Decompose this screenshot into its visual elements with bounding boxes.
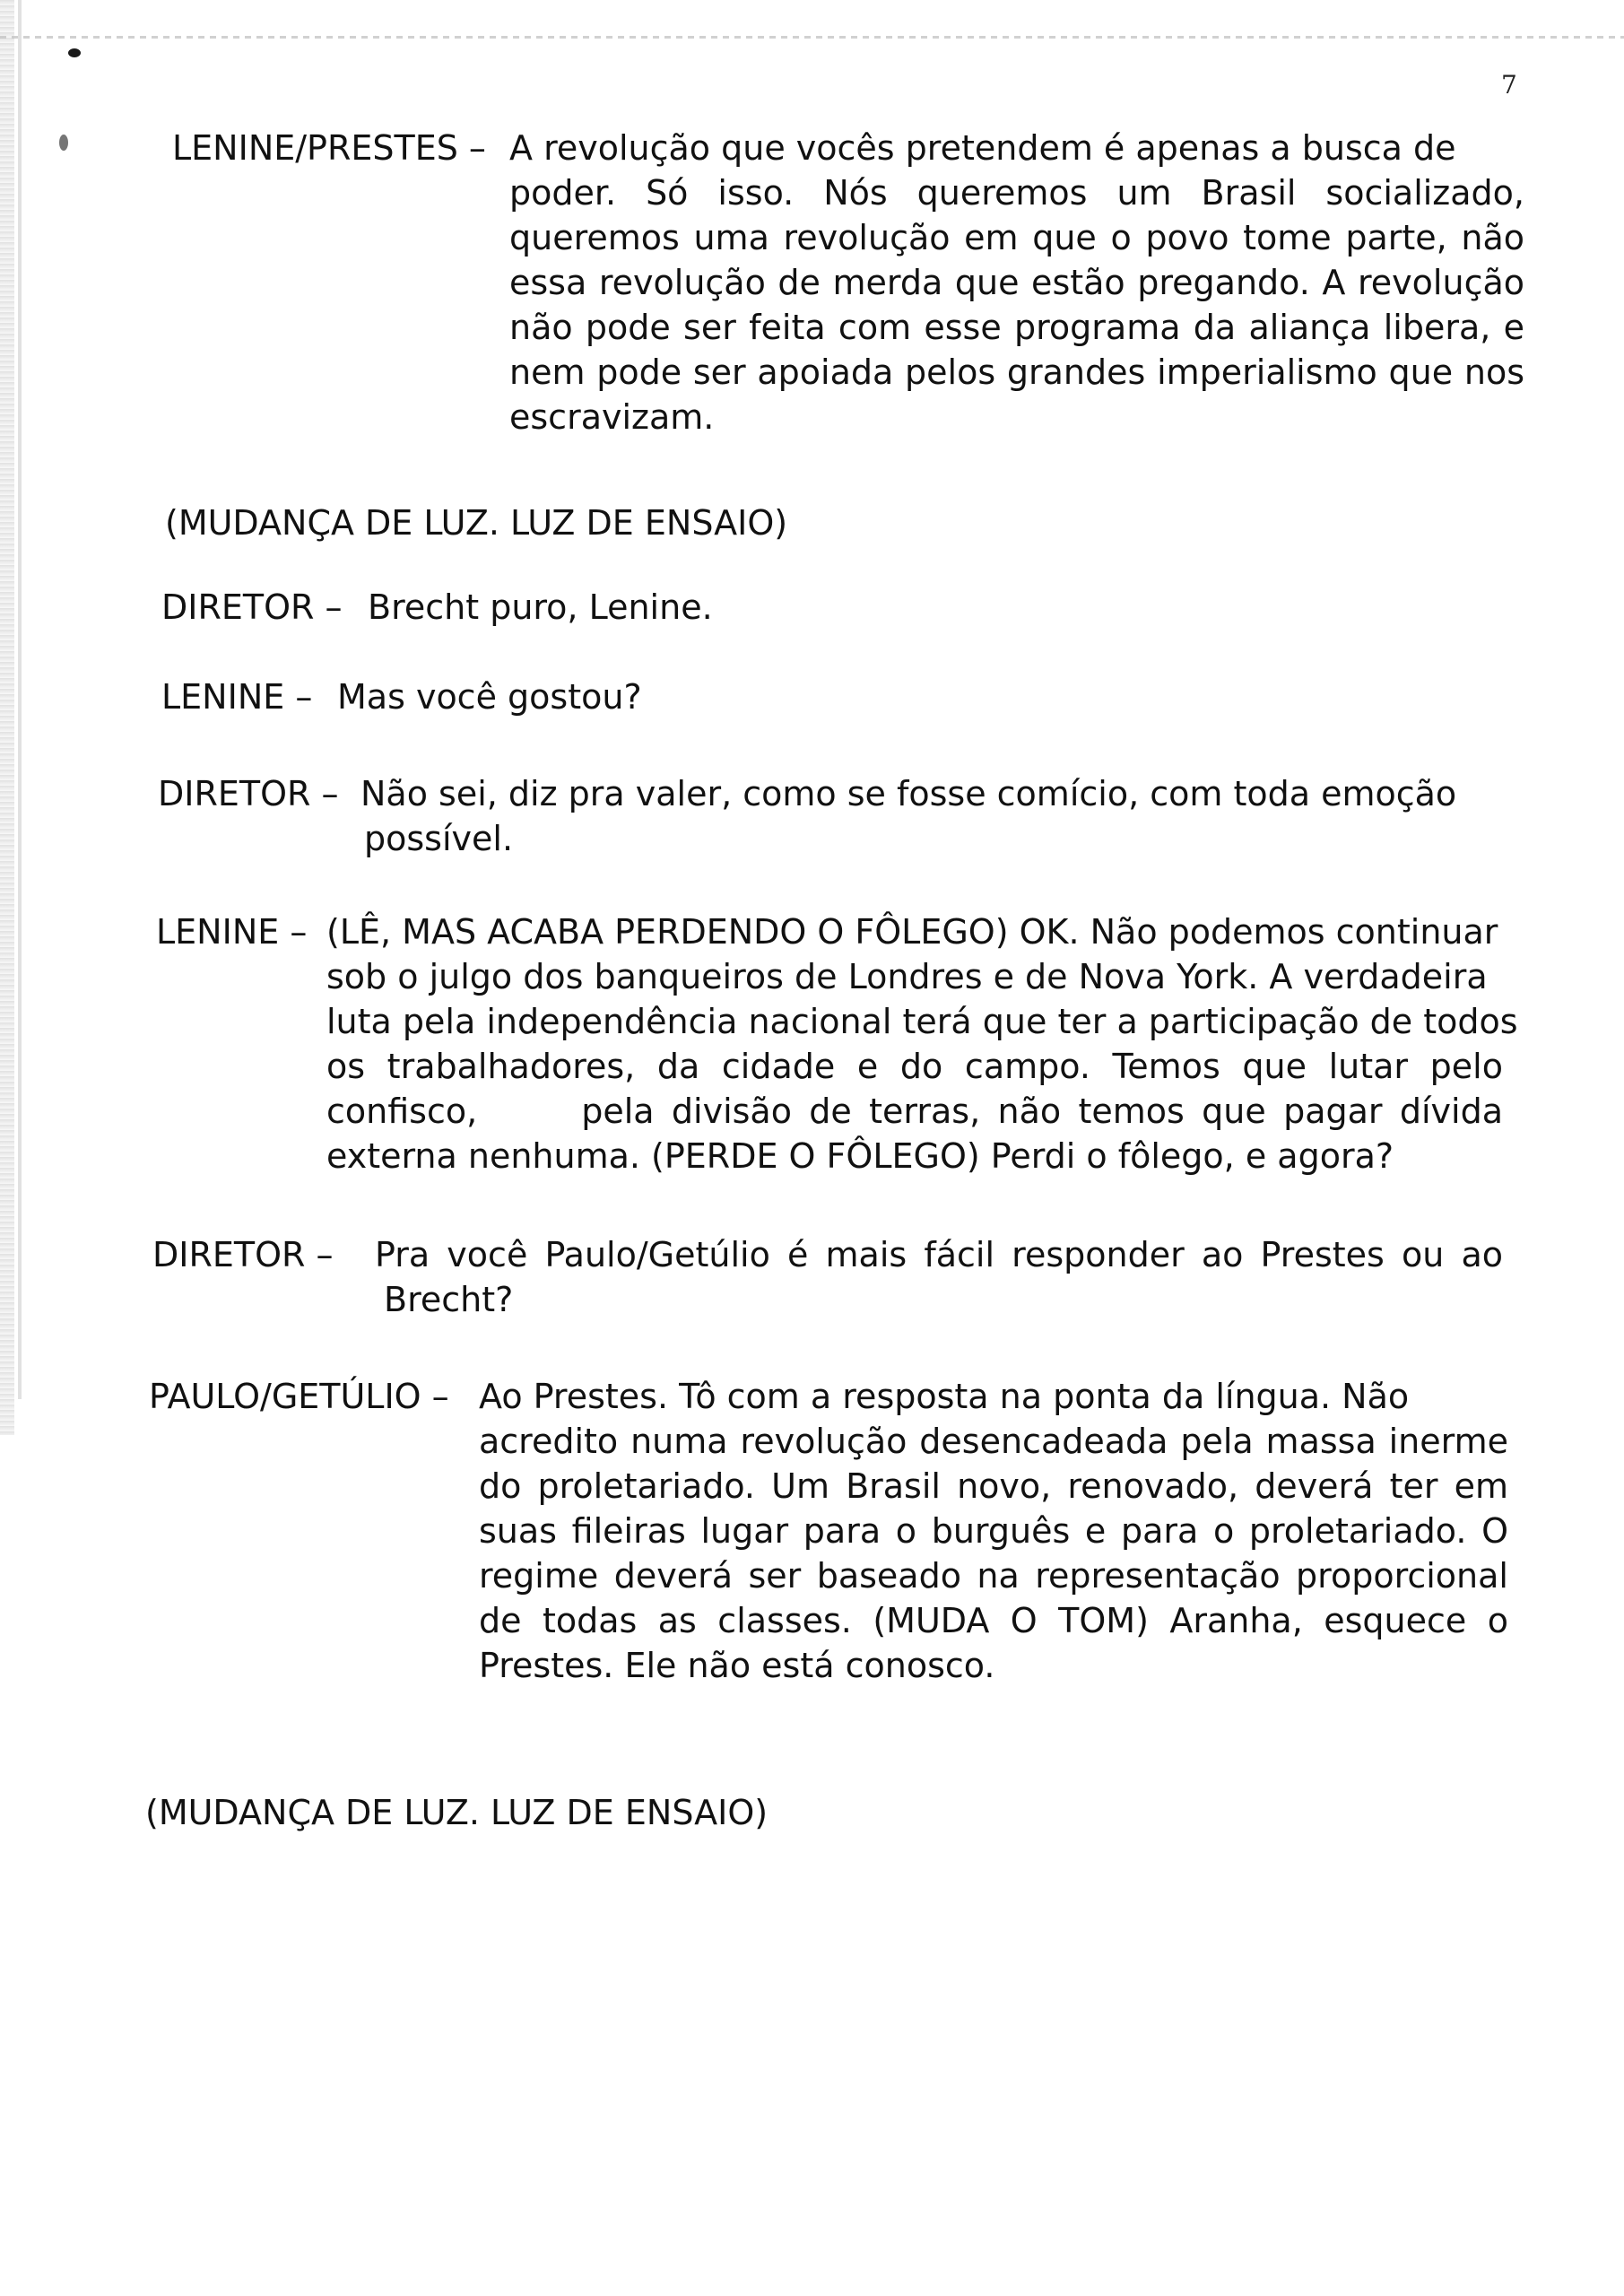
dialogue-text — [375, 1232, 1503, 1277]
speaker-name: LENINE/PRESTES – — [172, 128, 486, 168]
speaker-name: DIRETOR – — [158, 774, 339, 813]
dialogue-line: luta pela independência nacional terá que ter a participação de todos — [326, 1002, 1518, 1041]
dialogue-text — [368, 585, 1444, 630]
scan-top-dashes — [0, 36, 1624, 39]
dialogue-line: possível. — [364, 819, 514, 858]
dialogue-line: regime deverá ser baseado na representação proporcional — [479, 1556, 1508, 1596]
dialogue-text — [337, 674, 1413, 719]
stage-direction: (MUDANÇA DE LUZ. LUZ DE ENSAIO) — [145, 1793, 769, 1832]
dialogue-line: sob o julgo dos banqueiros de Londres e de Nova York. A verdadeira — [326, 957, 1488, 996]
dialogue-text — [326, 909, 1510, 954]
dialogue-text — [364, 816, 1440, 861]
speaker-name: LENINE – — [156, 912, 308, 952]
dialogue-line: Mas você gostou? — [337, 677, 642, 717]
dialogue-line: Pra você Paulo/Getúlio é mais fácil responder ao Prestes ou ao — [375, 1235, 1503, 1274]
speaker-name: DIRETOR – — [152, 1235, 334, 1274]
dialogue-line: confisco, pela divisão de terras, não temos que pagar dívida — [326, 1091, 1503, 1131]
dialogue-line: os trabalhadores, da cidade e do campo. Temos que lutar pelo — [326, 1047, 1503, 1086]
dialogue-line: Brecht? — [384, 1280, 514, 1319]
stage-direction: (MUDANÇA DE LUZ. LUZ DE ENSAIO) — [165, 503, 788, 543]
dialogue-line: A revolução que vocês pretendem é apenas a busca de — [509, 128, 1456, 168]
speaker-name: PAULO/GETÚLIO – — [149, 1377, 449, 1416]
dialogue-line: nem pode ser apoiada pelos grandes imperialismo que nos — [509, 352, 1524, 392]
dialogue-text — [360, 771, 1481, 816]
dialogue-line: queremos uma revolução em que o povo tome parte, não — [509, 218, 1524, 257]
dialogue-line: do proletariado. Um Brasil novo, renovado, deverá ter em — [479, 1466, 1508, 1506]
dialogue-line: externa nenhuma. (PERDE O FÔLEGO) Perdi o fôlego, e agora? — [326, 1136, 1394, 1176]
ink-speck — [68, 48, 81, 57]
dialogue-line: suas fileiras lugar para o burguês e para o proletariado. O — [479, 1511, 1508, 1551]
dialogue-text — [509, 126, 1524, 170]
speaker-name: DIRETOR – — [161, 587, 343, 627]
dialogue-text — [326, 954, 1518, 1178]
speaker-name: LENINE – — [161, 677, 313, 717]
dialogue-text — [479, 1419, 1508, 1688]
dialogue-line: não pode ser feita com esse programa da aliança libera, e — [509, 308, 1524, 347]
ink-speck — [59, 135, 68, 151]
dialogue-line: Ao Prestes. Tô com a resposta na ponta da língua. Não — [479, 1377, 1410, 1416]
dialogue-line: Prestes. Ele não está conosco. — [479, 1646, 995, 1685]
dialogue-line: escravizam. — [509, 397, 715, 437]
dialogue-text — [479, 1374, 1510, 1419]
page-number: 7 — [1501, 70, 1517, 100]
dialogue-line: (LÊ, MAS ACABA PERDENDO O FÔLEGO) OK. Não podemos continuar — [326, 912, 1498, 952]
dialogue-line: Não sei, diz pra valer, como se fosse comício, com toda emoção — [360, 774, 1457, 813]
dialogue-line: de todas as classes. (MUDA O TOM) Aranha, esquece o — [479, 1601, 1508, 1640]
scan-edge-line — [18, 0, 22, 1399]
dialogue-text — [384, 1277, 1460, 1322]
scan-edge-shadow — [0, 0, 14, 1435]
dialogue-text — [509, 170, 1524, 439]
dialogue-line: essa revolução de merda que estão pregando. A revolução — [509, 263, 1524, 302]
dialogue-line: Brecht puro, Lenine. — [368, 587, 713, 627]
dialogue-line: acredito numa revolução desencadeada pela massa inerme — [479, 1422, 1508, 1461]
dialogue-line: poder. Só isso. Nós queremos um Brasil socializado, — [509, 173, 1524, 213]
